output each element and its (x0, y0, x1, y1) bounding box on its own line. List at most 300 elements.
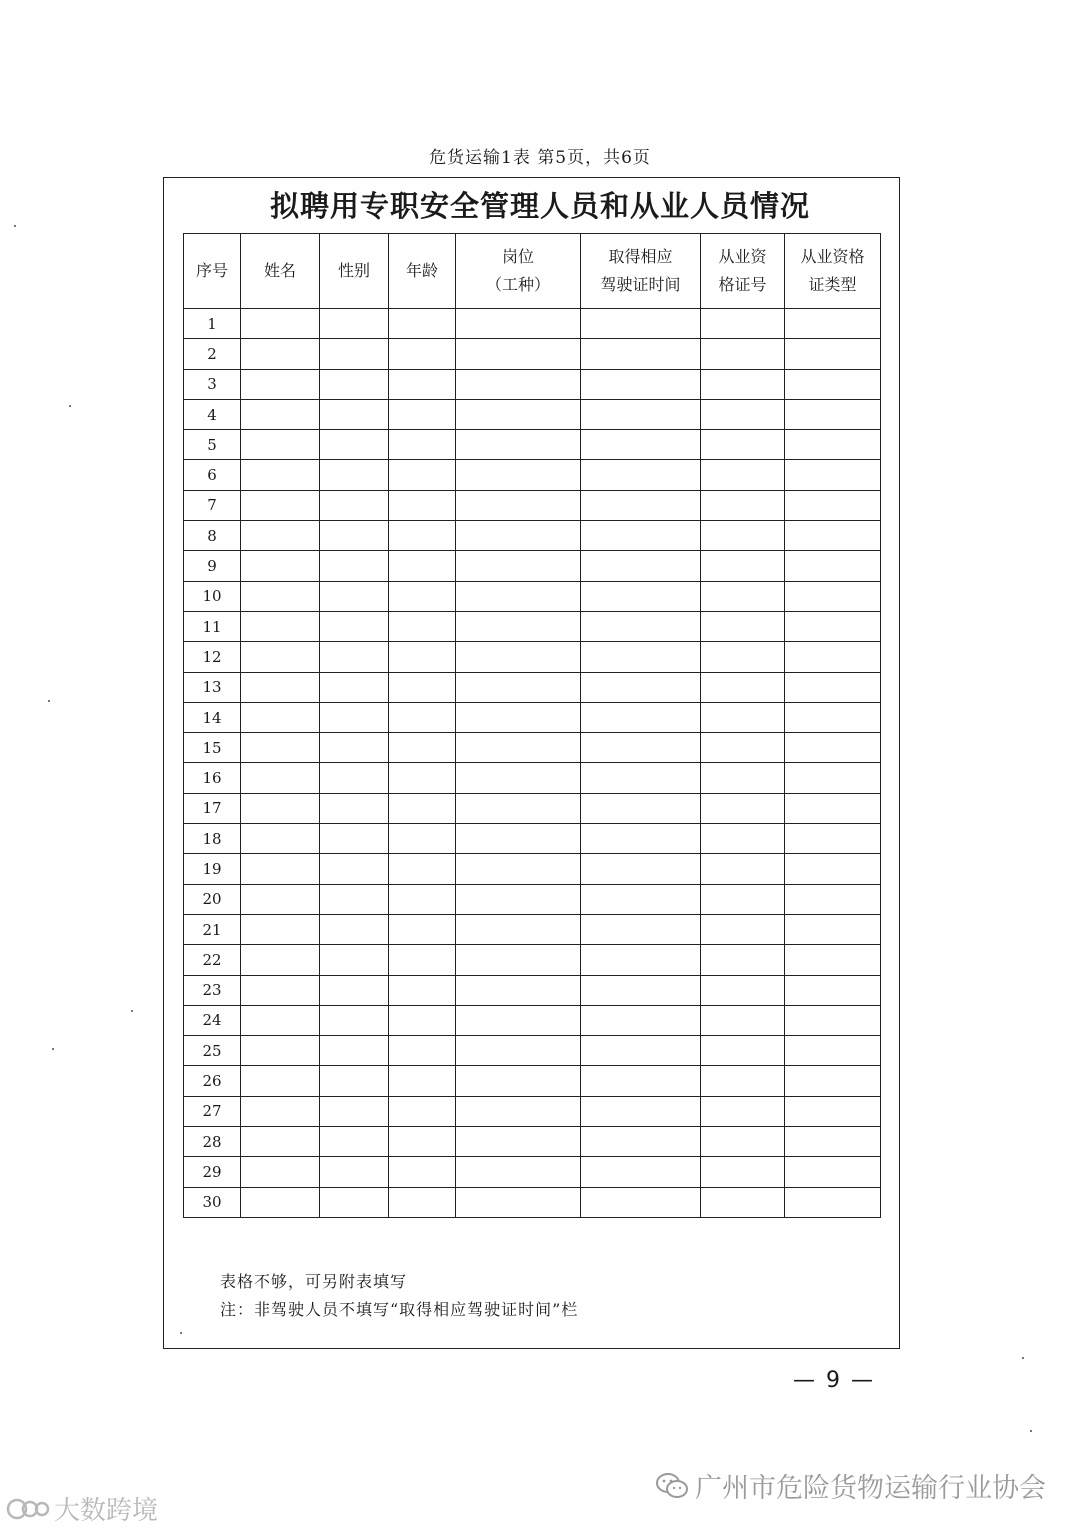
cell-cert-number (701, 1127, 785, 1157)
cell-license-date (581, 1005, 701, 1035)
cell-gender (320, 369, 389, 399)
row-number: 4 (184, 399, 241, 429)
cell-cert-number (701, 430, 785, 460)
cell-name (241, 581, 320, 611)
staff-table (183, 233, 881, 1218)
table-row (184, 490, 881, 520)
cell-license-date (581, 399, 701, 429)
cell-cert-number (701, 672, 785, 702)
cell-name (241, 854, 320, 884)
cell-cert-number (701, 490, 785, 520)
cell-position (456, 1127, 581, 1157)
cell-name (241, 975, 320, 1005)
table-row (184, 1127, 881, 1157)
cell-cert-number (701, 945, 785, 975)
scan-speckle (1030, 1430, 1032, 1432)
cell-gender (320, 763, 389, 793)
cell-position (456, 824, 581, 854)
row-number: 28 (184, 1127, 241, 1157)
cell-name (241, 460, 320, 490)
cell-name (241, 309, 320, 339)
cell-gender (320, 1005, 389, 1035)
cell-position (456, 430, 581, 460)
cell-age (389, 884, 456, 914)
cell-cert-number (701, 460, 785, 490)
cell-cert-type (785, 1066, 881, 1096)
table-row (184, 430, 881, 460)
cell-gender (320, 309, 389, 339)
col-header-position (456, 234, 581, 309)
cell-name (241, 1096, 320, 1126)
cell-license-date (581, 702, 701, 732)
col-header-license-date-line2: 驾驶证时间 (600, 275, 681, 294)
cell-cert-type (785, 430, 881, 460)
cell-gender (320, 551, 389, 581)
row-number: 24 (184, 1005, 241, 1035)
cell-cert-type (785, 309, 881, 339)
table-row (184, 914, 881, 944)
cell-cert-number (701, 551, 785, 581)
cell-name (241, 945, 320, 975)
cell-cert-number (701, 581, 785, 611)
form-title: 拟聘用专职安全管理人员和从业人员情况 (269, 189, 810, 223)
cell-license-date (581, 884, 701, 914)
cell-position (456, 611, 581, 641)
cell-license-date (581, 1096, 701, 1126)
cell-license-date (581, 369, 701, 399)
cell-gender (320, 521, 389, 551)
cell-age (389, 611, 456, 641)
cell-cert-type (785, 945, 881, 975)
cell-cert-type (785, 1005, 881, 1035)
cell-gender (320, 824, 389, 854)
cell-age (389, 642, 456, 672)
cell-position (456, 642, 581, 672)
row-number: 29 (184, 1157, 241, 1187)
row-number: 16 (184, 763, 241, 793)
cell-cert-number (701, 309, 785, 339)
row-number: 27 (184, 1096, 241, 1126)
cell-position (456, 1096, 581, 1126)
cell-name (241, 1127, 320, 1157)
cell-cert-type (785, 1036, 881, 1066)
col-header-gender (320, 234, 389, 309)
cell-gender (320, 581, 389, 611)
cell-name (241, 490, 320, 520)
cell-position (456, 581, 581, 611)
row-number: 7 (184, 490, 241, 520)
cell-cert-number (701, 854, 785, 884)
cell-name (241, 1157, 320, 1187)
cell-gender (320, 430, 389, 460)
cell-position (456, 551, 581, 581)
table-row (184, 611, 881, 641)
table-row (184, 460, 881, 490)
table-row (184, 672, 881, 702)
cell-license-date (581, 1157, 701, 1187)
row-number: 23 (184, 975, 241, 1005)
row-number: 26 (184, 1066, 241, 1096)
cell-cert-type (785, 884, 881, 914)
cell-name (241, 551, 320, 581)
cell-license-date (581, 551, 701, 581)
cell-cert-type (785, 733, 881, 763)
cell-gender (320, 945, 389, 975)
cell-name (241, 611, 320, 641)
watermark-brand (6, 1490, 158, 1527)
cell-license-date (581, 733, 701, 763)
cell-position (456, 1036, 581, 1066)
table-row (184, 824, 881, 854)
cell-license-date (581, 793, 701, 823)
table-row (184, 945, 881, 975)
cell-position (456, 793, 581, 823)
cell-cert-type (785, 339, 881, 369)
cell-position (456, 339, 581, 369)
cell-name (241, 1036, 320, 1066)
cell-gender (320, 733, 389, 763)
cell-gender (320, 854, 389, 884)
cell-cert-number (701, 914, 785, 944)
cell-license-date (581, 460, 701, 490)
table-row (184, 702, 881, 732)
wechat-icon (655, 1472, 689, 1500)
cell-age (389, 1005, 456, 1035)
table-row (184, 369, 881, 399)
table-header-row (184, 234, 881, 309)
row-number: 6 (184, 460, 241, 490)
cell-gender (320, 1157, 389, 1187)
cell-name (241, 914, 320, 944)
scan-speckle (180, 1332, 182, 1334)
cell-cert-number (701, 763, 785, 793)
row-number: 17 (184, 793, 241, 823)
cell-license-date (581, 975, 701, 1005)
cell-cert-number (701, 884, 785, 914)
cell-age (389, 430, 456, 460)
table-row (184, 1036, 881, 1066)
col-header-gender-label: 性别 (337, 261, 370, 280)
table-row (184, 854, 881, 884)
table-row (184, 1005, 881, 1035)
cell-position (456, 763, 581, 793)
row-number: 11 (184, 611, 241, 641)
cell-cert-number (701, 793, 785, 823)
col-header-cert-number (701, 234, 785, 309)
cell-gender (320, 399, 389, 429)
cell-cert-number (701, 1005, 785, 1035)
row-number: 8 (184, 521, 241, 551)
cell-age (389, 460, 456, 490)
cell-cert-number (701, 1096, 785, 1126)
col-header-license-date (581, 234, 701, 309)
cell-age (389, 763, 456, 793)
row-number: 30 (184, 1187, 241, 1217)
cell-license-date (581, 581, 701, 611)
cell-cert-type (785, 490, 881, 520)
col-header-license-date-line1: 取得相应 (608, 247, 673, 266)
cell-name (241, 369, 320, 399)
cell-gender (320, 1096, 389, 1126)
col-header-serial (184, 234, 241, 309)
cell-age (389, 672, 456, 702)
cell-gender (320, 642, 389, 672)
cell-license-date (581, 672, 701, 702)
cell-age (389, 1127, 456, 1157)
cell-name (241, 642, 320, 672)
col-header-cert-number-line1: 从业资 (718, 247, 767, 266)
cell-gender (320, 672, 389, 702)
cell-gender (320, 1066, 389, 1096)
cell-age (389, 1066, 456, 1096)
watermark-association-text: 广州市危险货物运输行业协会 (695, 1473, 1046, 1504)
cell-position (456, 490, 581, 520)
cell-license-date (581, 824, 701, 854)
cell-license-date (581, 611, 701, 641)
table-row (184, 884, 881, 914)
col-header-age-label: 年龄 (405, 261, 438, 280)
scan-speckle (1022, 1357, 1024, 1359)
cell-position (456, 733, 581, 763)
cell-position (456, 460, 581, 490)
cell-cert-type (785, 1096, 881, 1126)
table-row (184, 1096, 881, 1126)
cell-cert-number (701, 339, 785, 369)
cell-position (456, 369, 581, 399)
cell-cert-type (785, 975, 881, 1005)
row-number: 22 (184, 945, 241, 975)
cell-age (389, 854, 456, 884)
row-number: 9 (184, 551, 241, 581)
cell-cert-number (701, 399, 785, 429)
col-header-position-line1: 岗位 (501, 247, 534, 266)
table-row (184, 1066, 881, 1096)
cell-license-date (581, 490, 701, 520)
cell-cert-type (785, 1187, 881, 1217)
cell-cert-type (785, 702, 881, 732)
cell-cert-number (701, 1187, 785, 1217)
cell-cert-number (701, 369, 785, 399)
cell-age (389, 521, 456, 551)
row-number: 20 (184, 884, 241, 914)
cell-age (389, 369, 456, 399)
cell-cert-type (785, 399, 881, 429)
cell-cert-type (785, 642, 881, 672)
cell-gender (320, 611, 389, 641)
staff-table-body (184, 309, 881, 1218)
cell-cert-number (701, 1157, 785, 1187)
cell-cert-type (785, 611, 881, 641)
cell-license-date (581, 309, 701, 339)
cell-position (456, 975, 581, 1005)
col-header-cert-type-line2: 证类型 (808, 275, 857, 294)
cell-name (241, 339, 320, 369)
cell-gender (320, 793, 389, 823)
row-number: 10 (184, 581, 241, 611)
cell-position (456, 1187, 581, 1217)
watermark-association (655, 1466, 1046, 1505)
cell-license-date (581, 945, 701, 975)
cell-license-date (581, 763, 701, 793)
row-number: 5 (184, 430, 241, 460)
cell-cert-number (701, 824, 785, 854)
cell-cert-type (785, 854, 881, 884)
table-row (184, 339, 881, 369)
cell-age (389, 551, 456, 581)
watermark-brand-text: 大数跨境 (54, 1496, 159, 1526)
cell-gender (320, 914, 389, 944)
col-header-position-line2: （工种） (485, 275, 550, 294)
cell-license-date (581, 1036, 701, 1066)
cell-license-date (581, 339, 701, 369)
table-row (184, 763, 881, 793)
cell-cert-type (785, 1157, 881, 1187)
col-header-name (241, 234, 320, 309)
cell-age (389, 702, 456, 732)
cell-cert-number (701, 733, 785, 763)
cell-license-date (581, 1127, 701, 1157)
cell-age (389, 1157, 456, 1187)
row-number: 19 (184, 854, 241, 884)
brand-logo-icon (6, 1494, 50, 1524)
cell-age (389, 399, 456, 429)
note-non-driver: 注：非驾驶人员不填写“取得相应驾驶证时间”栏 (220, 1300, 579, 1319)
cell-position (456, 702, 581, 732)
cell-cert-type (785, 460, 881, 490)
cell-name (241, 702, 320, 732)
row-number: 2 (184, 339, 241, 369)
cell-name (241, 672, 320, 702)
cell-name (241, 824, 320, 854)
row-number: 12 (184, 642, 241, 672)
table-row (184, 733, 881, 763)
cell-position (456, 399, 581, 429)
col-header-cert-type-line1: 从业资格 (800, 247, 865, 266)
cell-age (389, 914, 456, 944)
cell-cert-type (785, 793, 881, 823)
row-number: 13 (184, 672, 241, 702)
col-header-cert-type (785, 234, 881, 309)
row-number: 25 (184, 1036, 241, 1066)
cell-license-date (581, 854, 701, 884)
cell-age (389, 793, 456, 823)
cell-name (241, 793, 320, 823)
cell-license-date (581, 642, 701, 672)
cell-age (389, 1036, 456, 1066)
cell-name (241, 399, 320, 429)
note-extra-sheet: 表格不够，可另附表填写 (220, 1272, 408, 1291)
cell-gender (320, 1127, 389, 1157)
cell-age (389, 581, 456, 611)
cell-gender (320, 339, 389, 369)
cell-age (389, 975, 456, 1005)
cell-position (456, 914, 581, 944)
cell-position (456, 1005, 581, 1035)
table-row (184, 399, 881, 429)
row-number: 1 (184, 309, 241, 339)
cell-age (389, 309, 456, 339)
cell-cert-type (785, 1127, 881, 1157)
cell-cert-type (785, 763, 881, 793)
cell-cert-type (785, 521, 881, 551)
cell-license-date (581, 1187, 701, 1217)
cell-age (389, 733, 456, 763)
table-row (184, 581, 881, 611)
cell-cert-number (701, 642, 785, 672)
cell-license-date (581, 914, 701, 944)
cell-position (456, 1157, 581, 1187)
cell-name (241, 430, 320, 460)
cell-cert-number (701, 975, 785, 1005)
page-number: — 9 — (793, 1368, 875, 1393)
row-number: 21 (184, 914, 241, 944)
cell-cert-type (785, 672, 881, 702)
cell-name (241, 763, 320, 793)
scan-speckle (52, 1048, 54, 1050)
cell-gender (320, 1036, 389, 1066)
cell-name (241, 733, 320, 763)
cell-position (456, 672, 581, 702)
cell-gender (320, 490, 389, 520)
scan-speckle (131, 1010, 133, 1012)
cell-license-date (581, 521, 701, 551)
scan-speckle (14, 225, 16, 227)
row-number: 14 (184, 702, 241, 732)
row-number: 3 (184, 369, 241, 399)
notes (220, 1268, 578, 1324)
cell-age (389, 945, 456, 975)
cell-cert-number (701, 611, 785, 641)
table-row (184, 521, 881, 551)
cell-gender (320, 1187, 389, 1217)
cell-license-date (581, 1066, 701, 1096)
cell-name (241, 1187, 320, 1217)
row-number: 15 (184, 733, 241, 763)
col-header-name-label: 姓名 (263, 261, 296, 280)
scan-speckle (48, 700, 50, 702)
cell-name (241, 1066, 320, 1096)
cell-gender (320, 975, 389, 1005)
cell-cert-type (785, 824, 881, 854)
cell-cert-number (701, 702, 785, 732)
cell-license-date (581, 430, 701, 460)
cell-cert-type (785, 914, 881, 944)
cell-name (241, 1005, 320, 1035)
table-row (184, 1187, 881, 1217)
table-row (184, 309, 881, 339)
cell-cert-type (785, 581, 881, 611)
cell-position (456, 945, 581, 975)
col-header-serial-label: 序号 (195, 261, 228, 280)
cell-cert-type (785, 369, 881, 399)
cell-position (456, 1066, 581, 1096)
cell-gender (320, 884, 389, 914)
row-number: 18 (184, 824, 241, 854)
cell-position (456, 884, 581, 914)
cell-cert-number (701, 1036, 785, 1066)
cell-gender (320, 702, 389, 732)
table-row (184, 551, 881, 581)
cell-position (456, 521, 581, 551)
cell-gender (320, 460, 389, 490)
cell-name (241, 521, 320, 551)
cell-age (389, 824, 456, 854)
table-row (184, 975, 881, 1005)
page-header: 危货运输1表 第5页，共6页 (429, 148, 651, 168)
cell-age (389, 339, 456, 369)
col-header-cert-number-line2: 格证号 (718, 275, 767, 294)
cell-cert-number (701, 1066, 785, 1096)
